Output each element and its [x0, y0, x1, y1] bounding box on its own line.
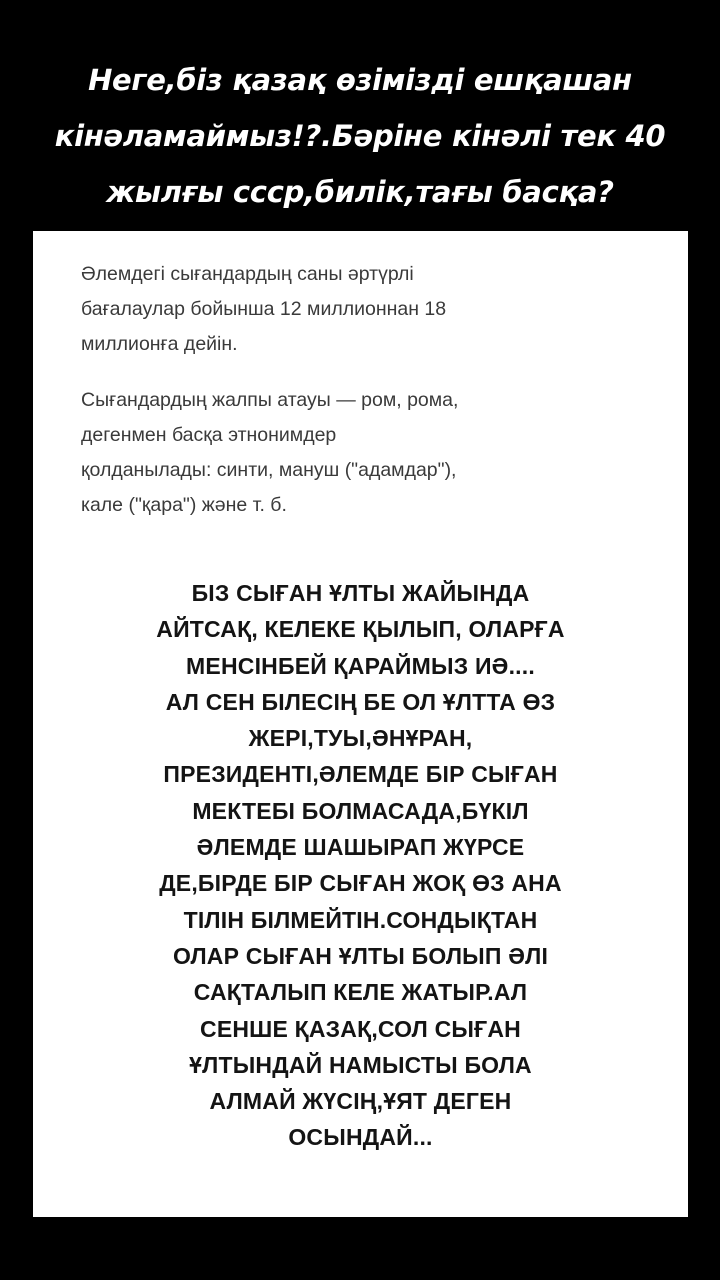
message-line: ДЕ,БІРДЕ БІР СЫҒАН ЖОҚ ӨЗ АНА [159, 870, 562, 897]
article-line: бағалаулар бойынша 12 миллионнан 18 [81, 298, 447, 320]
headline-line: Неге,біз қазақ өзімізді ешқашан [88, 63, 632, 97]
message-line: САҚТАЛЫП КЕЛЕ ЖАТЫР.АЛ [193, 979, 528, 1006]
message-line: АЛМАЙ ЖҮСІҢ,ҰЯТ ДЕГЕН [209, 1088, 512, 1115]
message-line: ТІЛІН БІЛМЕЙТІН.СОНДЫҚТАН [183, 906, 538, 933]
headline [0, 52, 720, 220]
headline-line: жылғы сссp,билік,тағы басқа? [106, 175, 614, 209]
message-line: ӘЛЕМДЕ ШАШЫРАП ЖҮРСЕ [196, 834, 525, 861]
message-line: БІЗ СЫҒАН ҰЛТЫ ЖАЙЫНДА [191, 580, 530, 606]
message-line: СЕНШЕ ҚАЗАҚ,СОЛ СЫҒАН [200, 1015, 521, 1042]
message-line: ПРЕЗИДЕНТІ,ӘЛЕМДЕ БІР СЫҒАН [163, 761, 558, 788]
article-line: дегенмен басқа этнонимдер [81, 424, 337, 446]
message-line: ОЛАР СЫҒАН ҰЛТЫ БОЛЫП ӘЛІ [172, 942, 549, 969]
article-paragraph-ethnonyms [81, 383, 651, 523]
message-line: ҰЛТЫНДАЙ НАМЫСТЫ БОЛА [189, 1051, 532, 1078]
message-line: МЕНСІНБЕЙ ҚАРАЙМЫЗ ИӘ.... [186, 652, 535, 679]
message-line: АЛ СЕН БІЛЕСІҢ БЕ ОЛ ҰЛТТА ӨЗ [165, 688, 556, 715]
article-line: миллионға дейін. [81, 333, 238, 355]
article-line: Әлемдегі сығандардың саны әртүрлі [81, 263, 414, 285]
screenshot-card [33, 231, 688, 1217]
article-line: Сығандардың жалпы атауы — ром, рома, [81, 389, 459, 411]
article-line: қолданылады: синти, мануш ("адамдар"), [81, 459, 457, 481]
message-line: АЙТСАҚ, КЕЛЕКЕ ҚЫЛЫП, ОЛАРҒА [156, 616, 565, 643]
message-block [53, 575, 668, 1156]
message-line: ЖЕРІ,ТУЫ,ӘНҰРАН, [248, 725, 473, 752]
article-paragraph-population [81, 257, 651, 362]
article-line: кале ("қара") және т. б. [81, 494, 287, 516]
message-line: МЕКТЕБІ БОЛМАСАДА,БҮКІЛ [192, 797, 529, 824]
headline-line: кінәламаймыз!?.Бәріне кінәлі тек 40 [54, 119, 666, 153]
message-line: ОСЫНДАЙ... [288, 1124, 433, 1151]
